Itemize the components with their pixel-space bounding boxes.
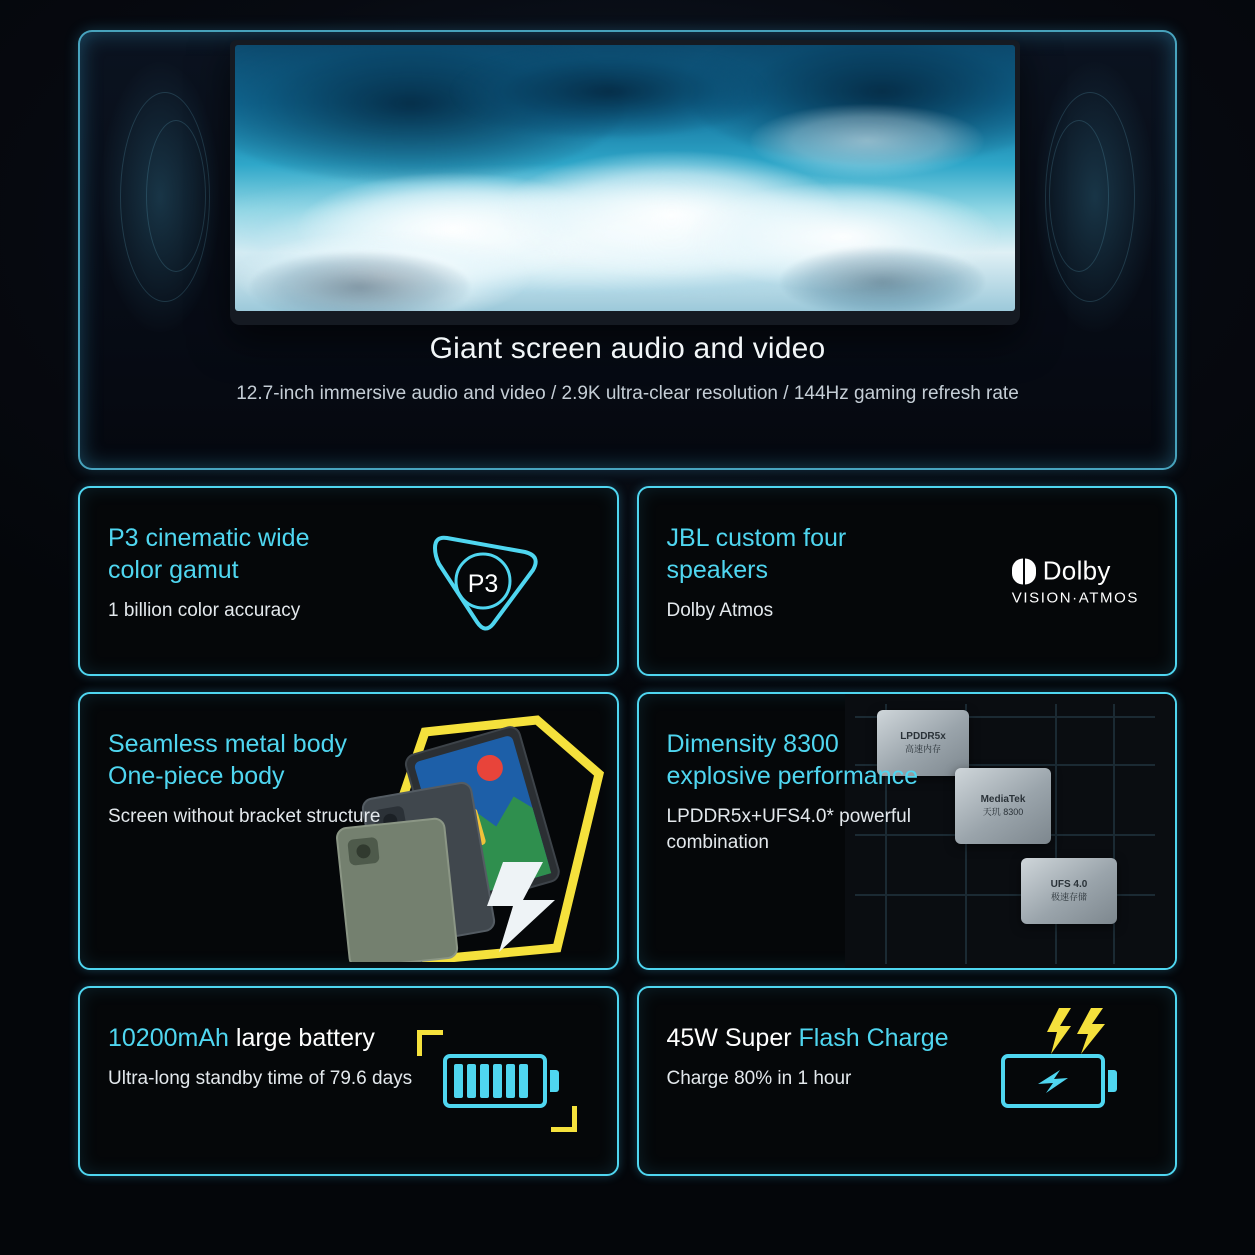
tablet-screen-wallpaper [235,45,1015,311]
lightning-bolt-icon [1045,1008,1115,1054]
card-subtitle-p3: 1 billion color accuracy [108,600,301,621]
sound-ring-right-2 [1049,120,1109,272]
hero-subtitle: 12.7-inch immersive audio and video / 2.9K ultra-clear resolution / 144Hz gaming refresh rate [236,383,1019,404]
feature-card-metal-body [78,692,619,970]
chip-lpddr5x: LPDDR5x 高速内存 [877,710,969,776]
hero-caption [80,332,1175,408]
feature-card-battery [78,986,619,1176]
card-subtitle-fast-charge: Charge 80% in 1 hour [666,1068,852,1089]
card-subtitle-dimensity: LPDDR5x+UFS4.0* powerful combination [666,806,911,854]
fast-charge-icon [1001,1054,1105,1108]
chip-ufs40: UFS 4.0 极速存储 [1021,858,1117,924]
battery-icon [443,1054,547,1108]
dolby-subtitle: VISION·ATMOS [1011,589,1139,607]
tablet-device [230,40,1020,325]
card-title-fast-charge: 45W Super Flash Charge [666,1024,949,1052]
card-title-jbl: JBL custom four speakers [666,524,847,584]
feature-card-jbl [637,486,1178,676]
chip-mediatek: MediaTek 天玑 8300 [955,768,1051,844]
card-title-metal-body: Seamless metal body One-piece body [108,730,348,790]
feature-card-dimensity [637,692,1178,970]
dolby-wordmark: Dolby [1042,555,1111,586]
feature-card-fast-charge [637,986,1178,1176]
dolby-double-d-icon [1012,558,1036,584]
dolby-logo [1012,556,1139,607]
card-title-dimensity: Dimensity 8300 explosive performance [666,730,919,790]
card-title-battery: 10200mAh large battery [108,1024,375,1052]
p3-badge-icon [421,526,551,636]
hero-section [78,30,1177,470]
sound-ring-left-2 [146,120,206,272]
card-subtitle-battery: Ultra-long standby time of 79.6 days [108,1068,413,1089]
svg-text:P3: P3 [467,570,498,598]
card-title-p3: P3 cinematic wide color gamut [108,524,310,584]
hero-title: Giant screen audio and video [429,332,826,365]
feature-grid [78,486,1177,1176]
charge-bolt-glyph [1030,1066,1076,1096]
feature-card-p3 [78,486,619,676]
card-subtitle-jbl: Dolby Atmos [666,600,774,621]
card-subtitle-metal-body: Screen without bracket structure [108,806,381,827]
